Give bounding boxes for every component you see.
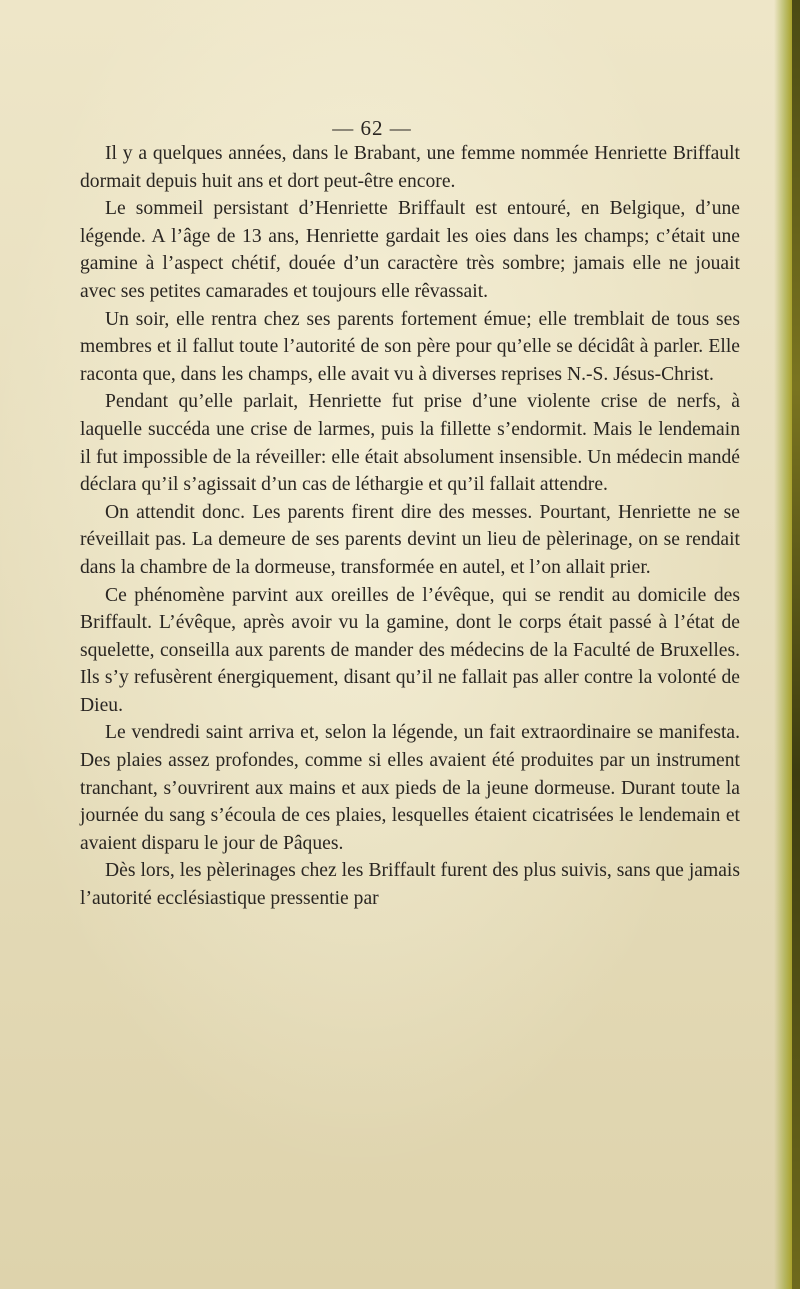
- page-edge-binding: [792, 0, 800, 1289]
- paragraph: Ce phénomène parvint aux oreilles de l’évêque, qui se rendit au domicile des Briffault. L’évêque, après avoir vu la gamine, dont le corps était passé à l’état de squelette, conseilla aux parents de mander des médecins de la Faculté de Bruxelles. Ils s’y refusèrent énergiquement, disant qu’il ne fallait pas aller contre la volonté de Dieu.: [80, 584, 740, 716]
- paragraph: Un soir, elle rentra chez ses parents fortement émue; elle tremblait de tous ses membres et il fallut toute l’autorité de son père pour qu’elle se décidât à parler. Elle raconta que, dans les champs, elle avait vu à diverses reprises N.-S. Jésus-Christ.: [80, 308, 740, 385]
- body-text: [80, 140, 740, 913]
- paragraph: Pendant qu’elle parlait, Henriette fut prise d’une violente crise de nerfs, à laquelle succéda une crise de larmes, puis la fillette s’endormit. Mais le lendemain il fut impossible de la réveiller: elle était absolument insensible. Un médecin mandé déclara qu’il s’agissait d’un cas de léthargie et qu’il fallait attendre.: [80, 391, 740, 496]
- paragraph: On attendit donc. Les parents firent dire des messes. Pourtant, Henriette ne se réveillait pas. La demeure de ses parents devint un lieu de pèlerinage, on se rendait dans la chambre de la dormeuse, transformée en autel, et l’on allait prier.: [80, 501, 740, 578]
- paragraph: Le vendredi saint arriva et, selon la légende, un fait extraordinaire se manifesta. Des plaies assez profondes, comme si elles avaient été produites par un instrument tranchant, s’ouvrirent aux mains et aux pieds de la jeune dormeuse. Durant toute la journée du sang s’écoula de ces plaies, lesquelles étaient cicatrisées le lendemain et avaient disparu le jour de Pâques.: [80, 722, 740, 854]
- paragraph: Dès lors, les pèlerinages chez les Briffault furent des plus suivis, sans que jamais l’autorité ecclésiastique pressentie par: [80, 860, 740, 910]
- paragraph: Le sommeil persistant d’Henriette Briffault est entouré, en Belgique, d’une légende. A l’âge de 13 ans, Henriette gardait les oies dans les champs; c’était une gamine à l’aspect chétif, douée d’un caractère très sombre; jamais elle ne jouait avec ses petites camarades et toujours elle rêvassait.: [80, 198, 740, 302]
- page-number: — 62 —: [332, 116, 412, 140]
- paragraph: Il y a quelques années, dans le Brabant, une femme nommée Henriette Briffault dormait depuis huit ans et dort peut-être encore.: [80, 143, 740, 192]
